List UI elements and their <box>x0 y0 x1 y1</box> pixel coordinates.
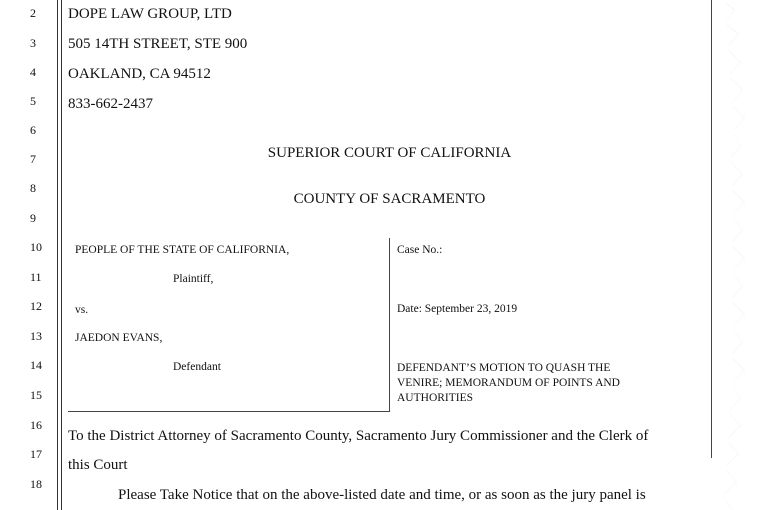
addressee-line-1: To the District Attorney of Sacramento County, Sacramento Jury Commissioner and the Clerk of <box>68 428 649 444</box>
caption-divider-horizontal <box>68 411 390 412</box>
addressee-line-2: this Court <box>68 457 128 473</box>
line-number: 9 <box>30 211 36 225</box>
firm-phone: 833-662-2437 <box>68 96 153 112</box>
notice-paragraph-line-1: Please Take Notice that on the above-listed date and time, or as soon as the jury panel is <box>118 487 646 503</box>
line-number: 10 <box>30 240 42 254</box>
margin-rule-left-inner <box>61 0 62 510</box>
caption-divider-vertical <box>389 238 390 412</box>
line-number: 18 <box>30 477 42 491</box>
line-number: 17 <box>30 447 42 461</box>
line-number: 11 <box>30 270 42 284</box>
line-number: 12 <box>30 299 42 313</box>
case-number-label: Case No.: <box>397 244 443 256</box>
line-number: 16 <box>30 418 42 432</box>
line-number: 5 <box>30 94 36 108</box>
versus-label: vs. <box>75 304 89 316</box>
plaintiff-role: Plaintiff, <box>173 273 214 285</box>
line-number: 6 <box>30 123 36 137</box>
court-county: COUNTY OF SACRAMENTO <box>293 191 486 207</box>
firm-city: OAKLAND, CA 94512 <box>68 66 211 82</box>
line-number: 13 <box>30 329 42 343</box>
line-number-column <box>0 0 52 510</box>
firm-street: 505 14TH STREET, STE 900 <box>68 36 248 52</box>
defendant-role: Defendant <box>173 361 221 373</box>
court-name: SUPERIOR COURT OF CALIFORNIA <box>267 145 512 161</box>
document-title-line-2: VENIRE; MEMORANDUM OF POINTS AND <box>397 377 620 389</box>
line-number: 3 <box>30 36 36 50</box>
torn-paper-edge <box>705 0 765 510</box>
plaintiff-name: PEOPLE OF THE STATE OF CALIFORNIA, <box>75 244 290 256</box>
document-title-line-3: AUTHORITIES <box>397 392 474 404</box>
line-number: 4 <box>30 65 36 79</box>
line-number: 15 <box>30 388 42 402</box>
document-title-line-1: DEFENDANT’S MOTION TO QUASH THE <box>397 362 611 374</box>
line-number: 8 <box>30 181 36 195</box>
margin-rule-left-outer <box>57 0 58 510</box>
line-number: 7 <box>30 152 36 166</box>
hearing-date: Date: September 23, 2019 <box>397 303 518 315</box>
firm-name: DOPE LAW GROUP, LTD <box>68 6 232 22</box>
line-number: 2 <box>30 6 36 20</box>
line-number: 14 <box>30 358 42 372</box>
defendant-name: JAEDON EVANS, <box>75 332 163 344</box>
